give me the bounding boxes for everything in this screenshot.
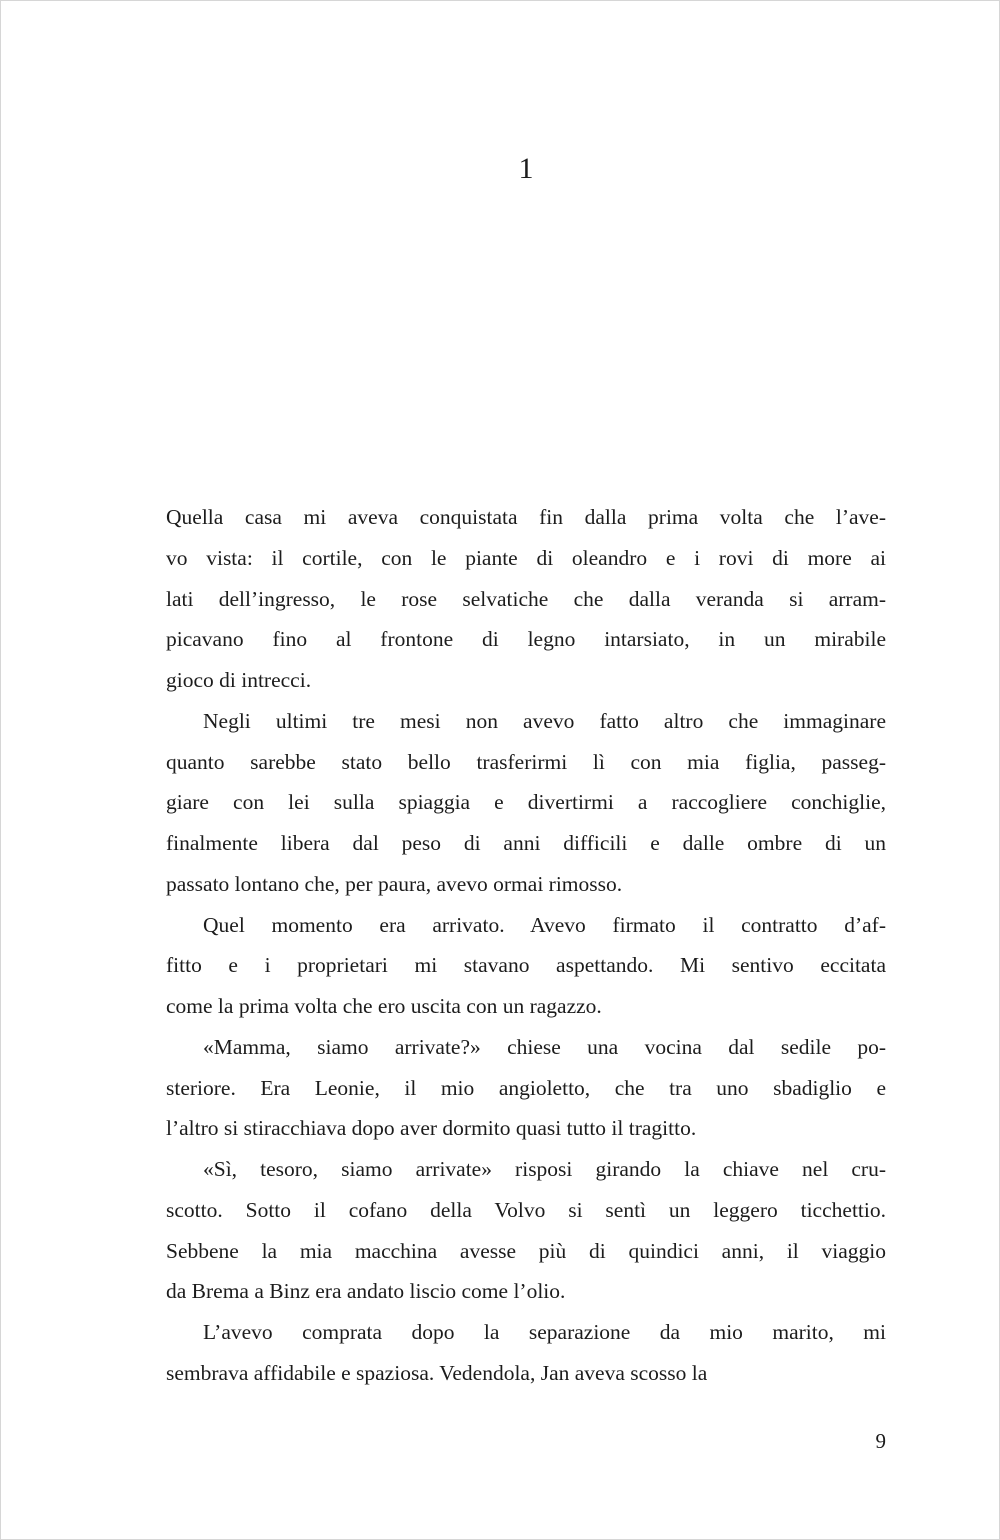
text-line: vo vista: il cortile, con le piante di oleandro e i rovi di more ai (166, 545, 886, 570)
text-line: Sebbene la mia macchina avesse più di quindici anni, il viaggio (166, 1238, 886, 1263)
text-line: picavano fino al frontone di legno intarsiato, in un mirabile (166, 627, 886, 652)
text-line: «Sì, tesoro, siamo arrivate» risposi girando la chiave nel cru- (203, 1157, 886, 1181)
text-line: l’altro si stiracchiava dopo aver dormito quasi tutto il tragitto. (166, 1116, 697, 1141)
text-line: sembrava affidabile e spaziosa. Vedendola, Jan aveva scosso la (166, 1360, 708, 1385)
text-line: «Mamma, siamo arrivate?» chiese una vocina dal sedile po- (203, 1034, 886, 1059)
paragraph (166, 1027, 886, 1149)
body-text (166, 497, 886, 1394)
text-line: come la prima volta che ero uscita con un ragazzo. (166, 994, 602, 1018)
text-line: gioco di intrecci. (166, 668, 312, 692)
text-line: L’avevo comprata dopo la separazione da mio marito, mi (203, 1320, 886, 1344)
paragraph (166, 701, 886, 905)
paragraph (166, 497, 886, 701)
text-line: da Brema a Binz era andato liscio come l’olio. (166, 1279, 566, 1304)
chapter-number: 1 (518, 152, 534, 185)
text-line: fitto e i proprietari mi stavano aspettando. Mi sentivo eccitata (166, 953, 886, 978)
text-line: steriore. Era Leonie, il mio angioletto, che tra uno sbadiglio e (166, 1075, 886, 1100)
page-number: 9 (875, 1429, 886, 1453)
text-line: giare con lei sulla spiaggia e divertirmi a raccogliere conchiglie, (166, 790, 886, 815)
text-line: Quel momento era arrivato. Avevo firmato il contratto d’af- (203, 912, 886, 937)
text-line: passato lontano che, per paura, avevo ormai rimosso. (166, 871, 623, 896)
text-line: Negli ultimi tre mesi non avevo fatto altro che immaginare (203, 708, 886, 733)
paragraph (166, 1149, 886, 1312)
text-line: Quella casa mi aveva conquistata fin dalla prima volta che l’ave- (166, 505, 886, 529)
text-line: finalmente libera dal peso di anni difficili e dalle ombre di un (166, 831, 886, 855)
text-line: scotto. Sotto il cofano della Volvo si sentì un leggero ticchettio. (166, 1197, 886, 1222)
paragraph (166, 905, 886, 1027)
text-line: quanto sarebbe stato bello trasferirmi lì con mia figlia, passeg- (166, 749, 886, 774)
text-line: lati dell’ingresso, le rose selvatiche che dalla veranda si arram- (166, 586, 886, 611)
paragraph (166, 1312, 886, 1394)
